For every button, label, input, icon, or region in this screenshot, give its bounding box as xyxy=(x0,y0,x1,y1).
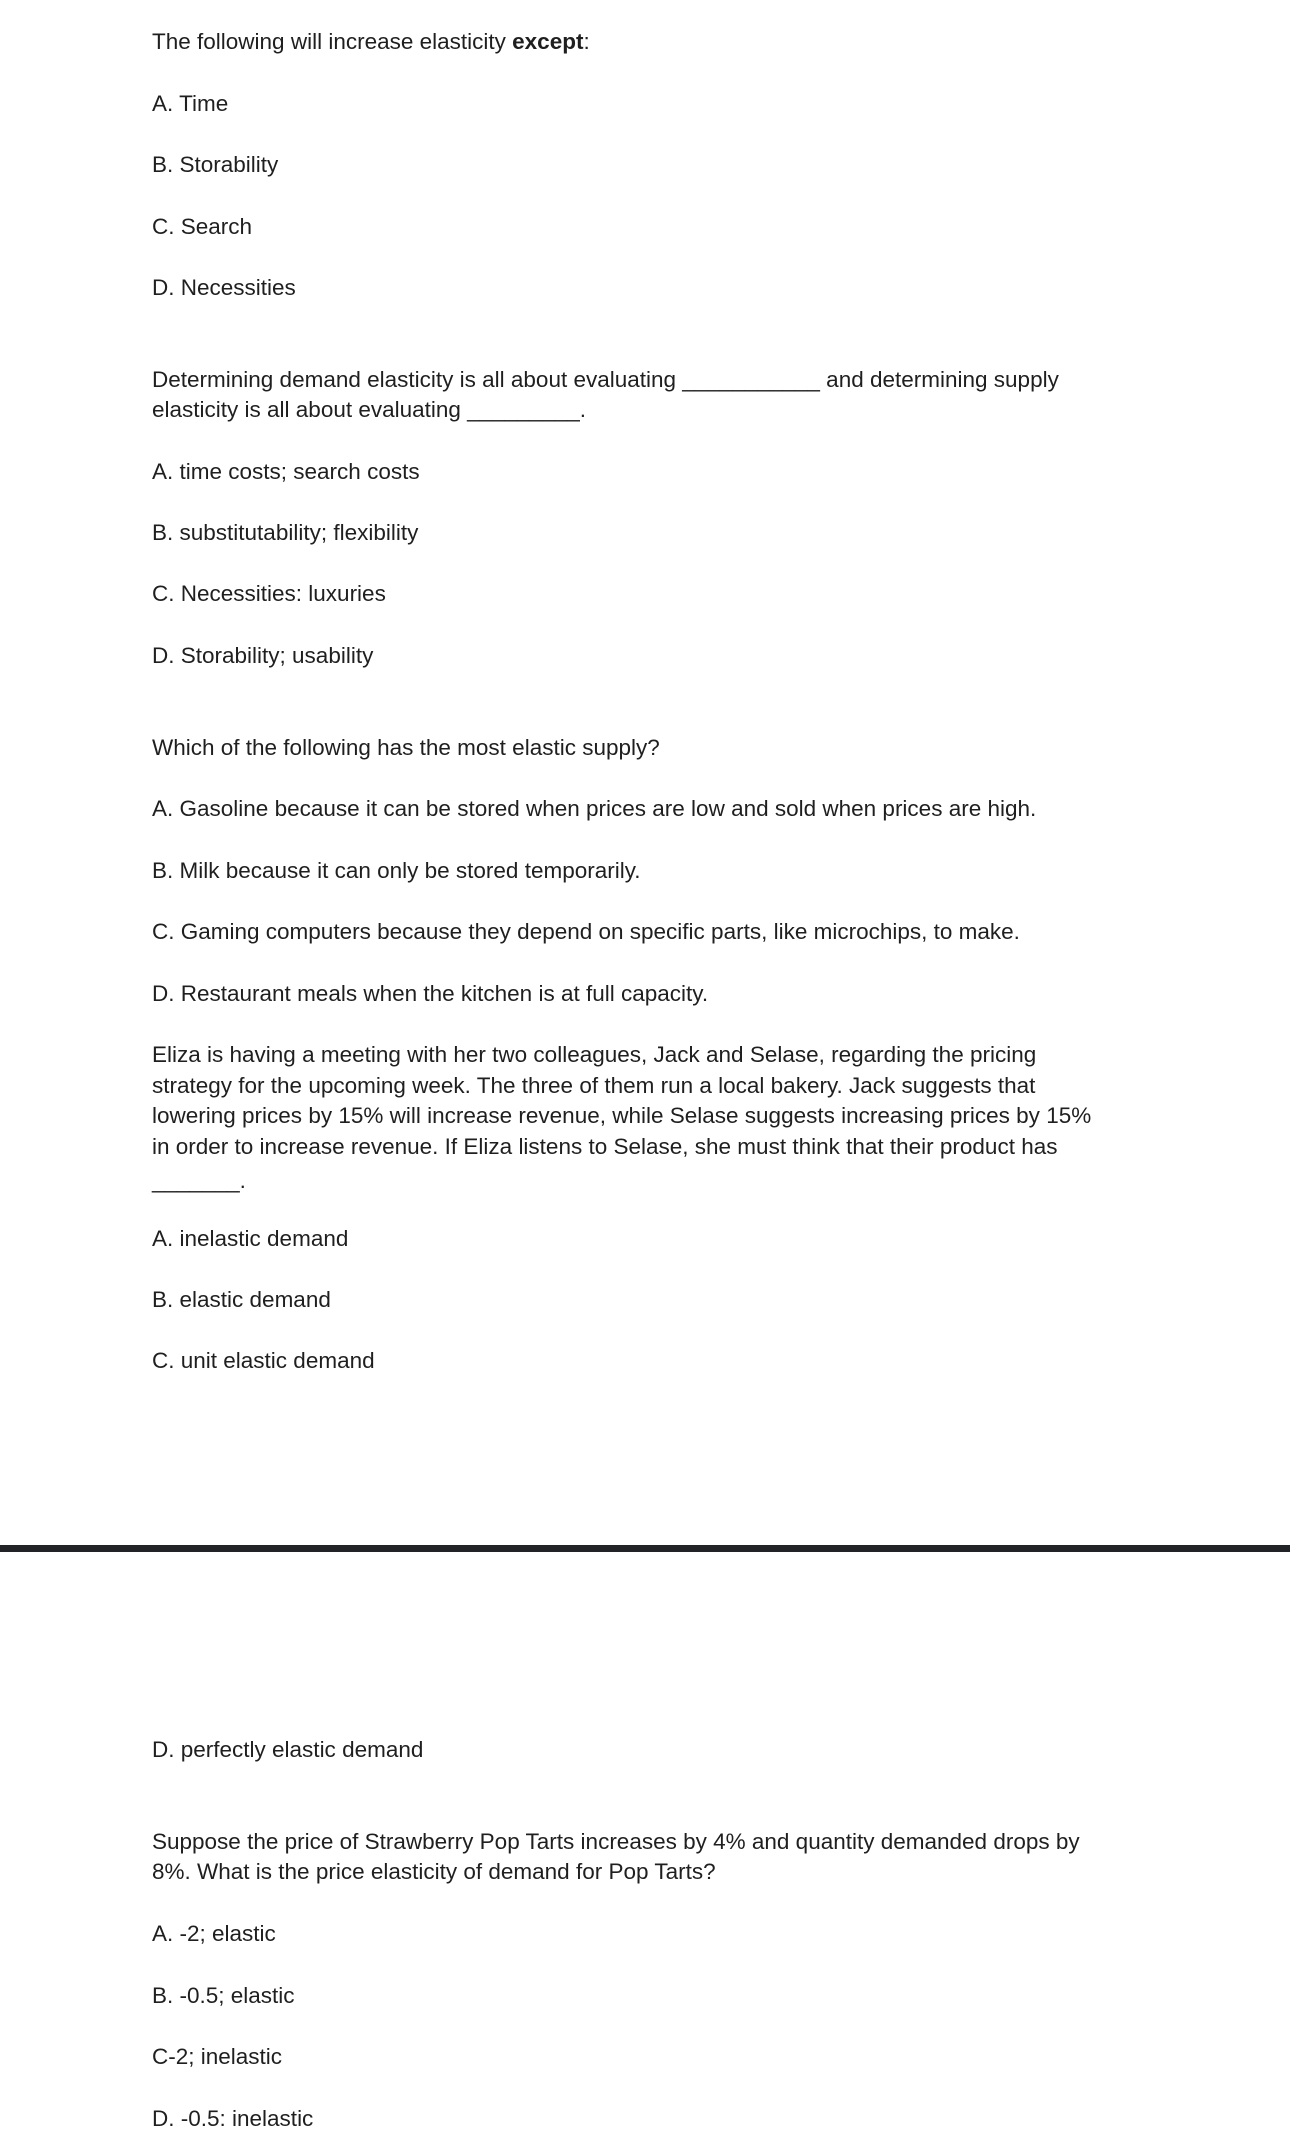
question-1-stem-bold: except xyxy=(512,29,584,54)
question-3-option-b: B. Milk because it can only be stored temporarily. xyxy=(152,858,641,883)
question-2-stem-line-2: elasticity is all about evaluating _________. xyxy=(152,397,587,422)
question-5-stem-line-2: 8%. What is the price elasticity of demand for Pop Tarts? xyxy=(152,1859,716,1884)
question-4-stem-line-1: Eliza is having a meeting with her two colleagues, Jack and Selase, regarding the pricing xyxy=(152,1042,1037,1067)
question-3-option-d: D. Restaurant meals when the kitchen is at full capacity. xyxy=(152,981,709,1006)
question-3-option-a: A. Gasoline because it can be stored when prices are low and sold when prices are high. xyxy=(152,796,1037,821)
question-4-option-b: B. elastic demand xyxy=(152,1287,331,1312)
question-1-option-b: B. Storability xyxy=(152,152,279,177)
question-3-option-c: C. Gaming computers because they depend on specific parts, like microchips, to make. xyxy=(152,919,1020,944)
question-5-option-a: A. -2; elastic xyxy=(152,1921,276,1946)
question-3-stem: Which of the following has the most elastic supply? xyxy=(152,735,660,760)
question-4-option-d: D. perfectly elastic demand xyxy=(152,1737,424,1762)
question-1-stem xyxy=(152,27,590,57)
question-1-stem-prefix: The following will increase elasticity xyxy=(152,29,513,54)
question-1-option-d: D. Necessities xyxy=(152,275,296,300)
question-2-option-a: A. time costs; search costs xyxy=(152,459,420,484)
question-2-stem-line-1: Determining demand elasticity is all about evaluating ___________ and determining supply xyxy=(152,367,1059,392)
question-5-option-d: D. -0.5: inelastic xyxy=(152,2106,314,2131)
question-5-option-c: C-2; inelastic xyxy=(152,2044,283,2069)
question-4-stem-line-2: strategy for the upcoming week. The three of them run a local bakery. Jack suggests that xyxy=(152,1073,1036,1098)
question-1-option-a: A. Time xyxy=(152,91,229,116)
question-4-stem-line-3: lowering prices by 15% will increase revenue, while Selase suggests increasing prices by 15% xyxy=(152,1103,1092,1128)
question-5-option-b: B. -0.5; elastic xyxy=(152,1983,295,2008)
question-2-option-b: B. substitutability; flexibility xyxy=(152,520,419,545)
question-4-stem-line-4: in order to increase revenue. If Eliza listens to Selase, she must think that their product has xyxy=(152,1134,1058,1159)
question-4-option-c: C. unit elastic demand xyxy=(152,1348,375,1373)
question-4-option-a: A. inelastic demand xyxy=(152,1226,349,1251)
question-1-stem-suffix: : xyxy=(583,29,590,54)
question-2-option-c: C. Necessities: luxuries xyxy=(152,581,386,606)
page-divider xyxy=(0,1545,1290,1552)
question-5-stem-line-1: Suppose the price of Strawberry Pop Tarts increases by 4% and quantity demanded drops by xyxy=(152,1829,1080,1854)
question-2-option-d: D. Storability; usability xyxy=(152,643,374,668)
question-1-option-c: C. Search xyxy=(152,214,253,239)
question-4-stem-line-5: _______. xyxy=(152,1168,246,1193)
